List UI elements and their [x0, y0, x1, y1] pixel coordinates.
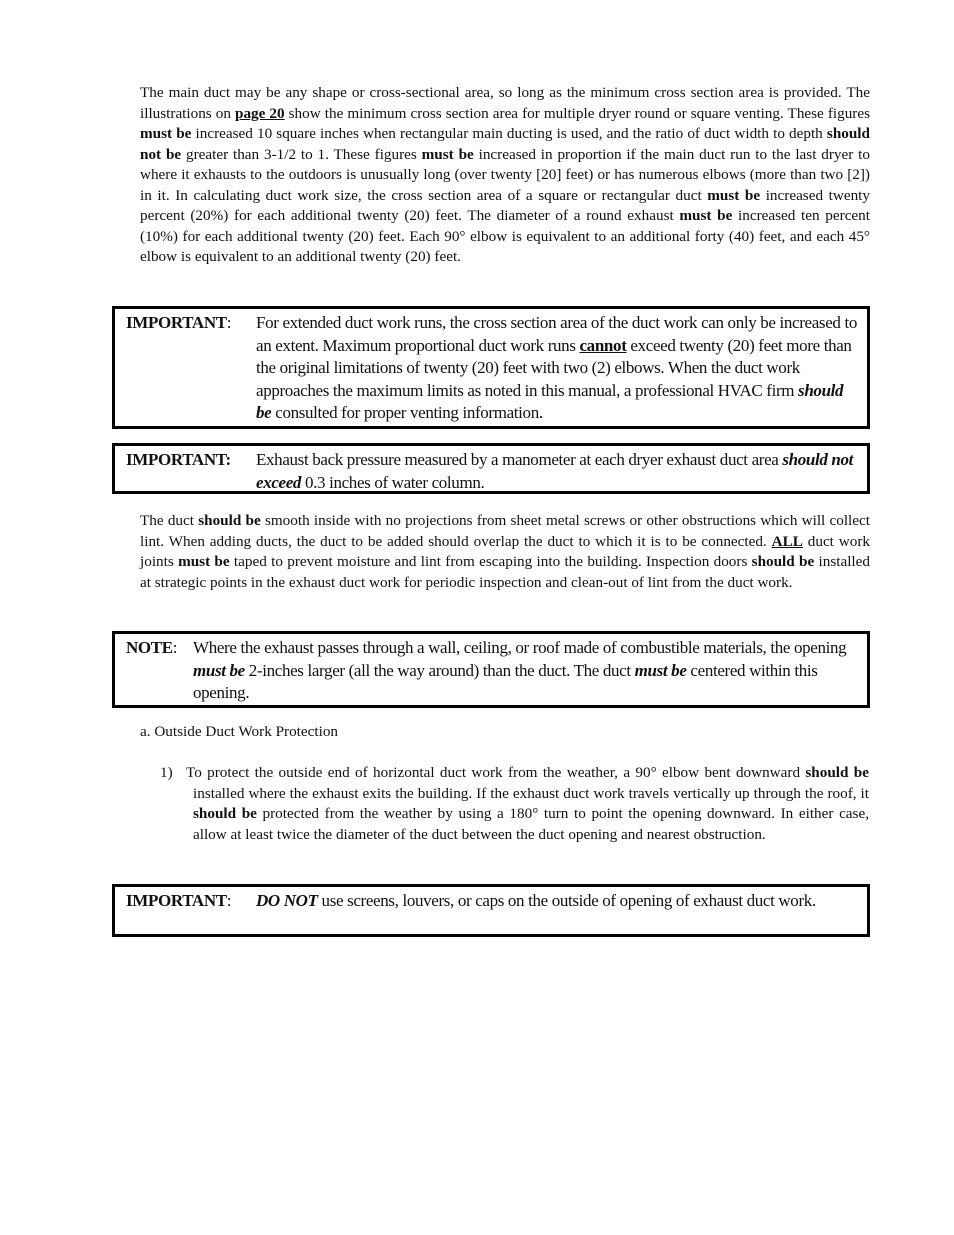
text-run: protected from the weather by using a 180° turn to point the opening downward. In either case, allow at least twice the diameter of the duct between the duct opening and nearest obstruction. [193, 805, 869, 843]
important-text [256, 890, 859, 913]
text-run: increased in proportion if the main duct run to the last dryer to where it exhausts to the outdoors is unusually long (over twenty [20] feet) or has numerous elbows (more than two [2]) in it. In calculating duct work size, the cross section area of a square or rectangular duct [140, 145, 870, 204]
emphasis-text: must be [178, 553, 230, 570]
important-box-no-screens [112, 884, 870, 937]
note-label [126, 637, 193, 705]
emphasis-text: must be [679, 207, 733, 224]
note-box-combustible [112, 631, 870, 708]
label-colon: : [226, 891, 232, 910]
emphasis-text: should be [256, 380, 844, 423]
emphasis-text: should be [805, 764, 869, 781]
text-run: The main duct may be any shape or cross-sectional area, so long as the minimum cross section area is provided. The illustrations on [140, 84, 870, 122]
label-text: NOTE [126, 638, 173, 657]
paragraph-duct-sizing [140, 83, 870, 268]
important-label: IMPORTANT: [126, 450, 231, 469]
emphasis-text: should not be [140, 125, 870, 163]
text-run: use screens, louvers, or caps on the outside of opening of exhaust duct work. [317, 891, 816, 910]
text-run: centered within this opening. [193, 660, 818, 703]
emphasis-text: DO NOT [256, 891, 318, 910]
emphasis-text: must be [707, 186, 761, 204]
paragraph-duct-smoothness [140, 511, 870, 593]
emphasis-text: must be [140, 125, 192, 142]
text-run: To protect the outside end of horizontal duct work from the weather, a 90° elbow bent downward [186, 764, 806, 781]
section-heading-outside-protection: a. Outside Duct Work Protection [140, 723, 339, 740]
emphasis-text: should be [193, 805, 257, 822]
text-run: increased twenty percent (20%) for each additional twenty (20) feet. The diameter of a round exhaust [140, 186, 870, 224]
text-run: increased ten percent (10%) for each additional twenty (20) feet. Each 90° elbow is equivalent to an additional forty (40) feet, and each 45° elbow is equivalent to an additional twenty (20) feet. [140, 207, 870, 265]
emphasis-text: should be [198, 512, 261, 529]
emphasis-text: should not exceed [256, 450, 854, 492]
important-label [126, 890, 256, 913]
text-run: taped to prevent moisture and lint from escaping into the building. Inspection doors [229, 553, 752, 570]
list-number: 1) [160, 764, 173, 781]
emphasis-text: ALL [771, 532, 803, 550]
text-run: smooth inside with no projections from sheet metal screws or other obstructions which will collect lint. When adding ducts, the duct to be added should overlap the duct to which it is to be connected. [140, 512, 870, 550]
text-run: duct work joints [140, 532, 870, 570]
emphasis-text: cannot [579, 335, 627, 355]
important-text [256, 449, 859, 494]
emphasis-text: must be [193, 660, 245, 680]
text-run: increased 10 square inches when rectangular main ducting is used, and the ratio of duct width to depth [191, 125, 827, 142]
text-run: installed at strategic points in the exhaust duct work for periodic inspection and clean-out of lint from the duct work. [140, 553, 870, 591]
important-label [126, 312, 256, 425]
label-text: IMPORTANT [126, 891, 227, 910]
emphasis-text: must be [421, 145, 474, 163]
important-box-back-pressure [112, 443, 870, 494]
emphasis-text[interactable]: page 20 [235, 104, 285, 122]
emphasis-text: must be [634, 660, 687, 680]
label-colon: : [226, 313, 232, 332]
text-run: The duct [140, 512, 199, 529]
important-box-extended-runs [112, 306, 870, 429]
label-text: IMPORTANT [126, 313, 227, 332]
text-run: greater than 3-1/2 to 1. These figures [181, 145, 422, 163]
text-run: show the minimum cross section area for multiple dryer round or square venting. These figures [284, 104, 871, 122]
text-run: 0.3 inches of water column. [301, 472, 485, 492]
text-run: Exhaust back pressure measured by a manometer at each dryer exhaust duct area [256, 450, 783, 469]
list-item-weather-protection [186, 763, 869, 845]
label-colon: : [172, 638, 178, 657]
emphasis-text: should be [751, 553, 815, 570]
text-run: consulted for proper venting information. [271, 403, 543, 423]
text-run: installed where the exhaust exits the building. If the exhaust duct work travels vertically up through the roof, it [193, 784, 869, 802]
important-text [256, 312, 859, 425]
text-run: exceed twenty (20) feet more than the original limitations of twenty (20) feet with two (2) elbows. When the duct work approaches the maximum limits as noted in this manual, a professional HVAC firm [256, 335, 852, 400]
text-run: 2-inches larger (all the way around) than the duct. The duct [244, 660, 635, 680]
text-run: Where the exhaust passes through a wall, ceiling, or roof made of combustible materials, the opening [193, 638, 847, 657]
text-run: For extended duct work runs, the cross section area of the duct work can only be increased to an extent. Maximum proportional duct work runs [256, 313, 857, 355]
note-text [193, 637, 859, 705]
